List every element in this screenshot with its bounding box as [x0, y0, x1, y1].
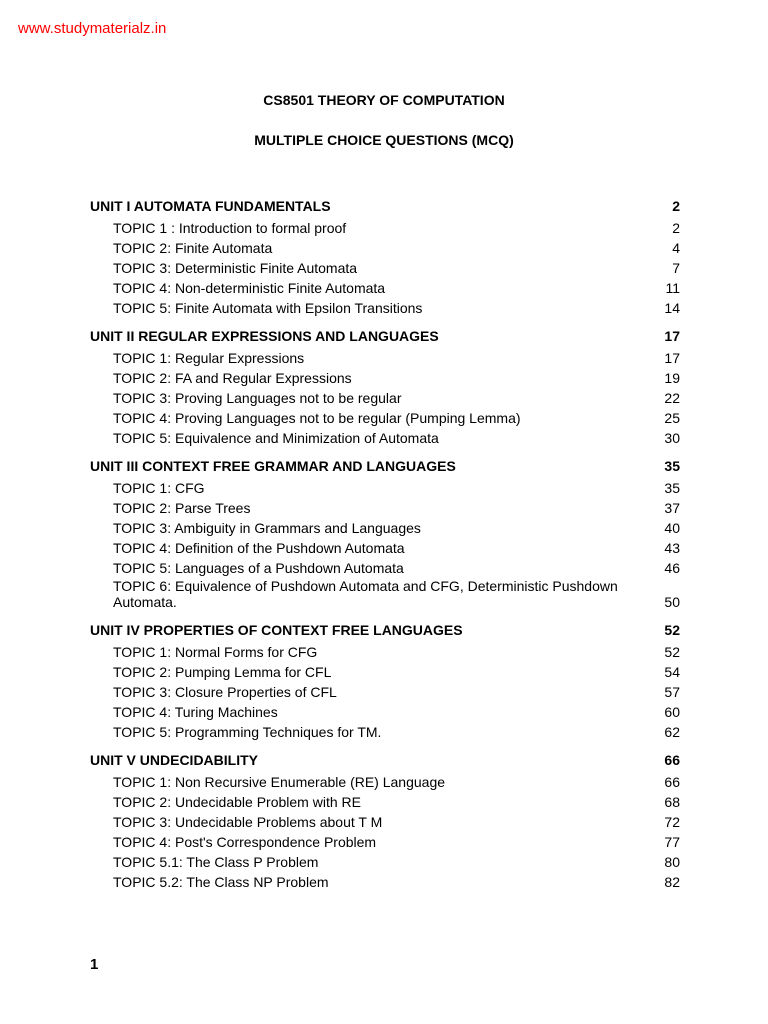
unit-heading — [90, 456, 680, 476]
topic-page: 62 — [664, 724, 680, 740]
topic-title: TOPIC 1: Regular Expressions — [113, 350, 305, 366]
topic-page: 11 — [665, 280, 680, 296]
site-link[interactable]: www.studymaterialz.in — [18, 20, 167, 37]
topic-page: 22 — [664, 390, 680, 406]
topic-list — [90, 770, 680, 890]
topic-row — [113, 850, 680, 870]
topic-page: 43 — [664, 540, 680, 556]
unit-title: UNIT II REGULAR EXPRESSIONS AND LANGUAGES — [90, 328, 439, 344]
topic-row — [113, 536, 680, 556]
unit-page: 66 — [664, 752, 680, 768]
unit-page: 2 — [672, 198, 680, 214]
topic-page: 54 — [664, 664, 680, 680]
unit-title: UNIT IV PROPERTIES OF CONTEXT FREE LANGUAGES — [90, 622, 463, 638]
topic-row — [113, 830, 680, 850]
topic-row — [113, 720, 680, 740]
topic-title: TOPIC 3: Ambiguity in Grammars and Languages — [113, 520, 421, 536]
topic-row — [113, 680, 680, 700]
topic-title: TOPIC 6: Equivalence of Pushdown Automata and CFG, Deterministic Pushdown Automata. — [113, 578, 618, 610]
topic-page: 35 — [664, 480, 680, 496]
topic-title: TOPIC 4: Post's Correspondence Problem — [113, 834, 377, 850]
topic-page: 30 — [664, 430, 680, 446]
topic-row — [113, 426, 680, 446]
topic-page: 80 — [664, 854, 680, 870]
topic-row — [113, 810, 680, 830]
unit-heading — [90, 196, 680, 216]
topic-title: TOPIC 2: Undecidable Problem with RE — [113, 794, 361, 810]
unit-heading — [90, 620, 680, 640]
document-subtitle: MULTIPLE CHOICE QUESTIONS (MCQ) — [254, 132, 514, 148]
topic-list — [90, 346, 680, 446]
unit-page: 35 — [664, 458, 680, 474]
topic-title: TOPIC 2: Parse Trees — [113, 500, 251, 516]
unit-title: UNIT I AUTOMATA FUNDAMENTALS — [90, 198, 331, 214]
topic-page: 57 — [664, 684, 680, 700]
topic-title: TOPIC 3: Undecidable Problems about T M — [113, 814, 383, 830]
topic-title: TOPIC 5: Languages of a Pushdown Automata — [113, 560, 404, 576]
topic-row — [113, 216, 680, 236]
topic-title: TOPIC 1: CFG — [113, 480, 205, 496]
topic-row — [113, 556, 680, 576]
topic-title: TOPIC 3: Deterministic Finite Automata — [113, 260, 358, 276]
unit-title: UNIT V UNDECIDABILITY — [90, 752, 258, 768]
topic-row — [113, 640, 680, 660]
topic-page: 17 — [664, 350, 680, 366]
document-title: CS8501 THEORY OF COMPUTATION — [263, 92, 505, 108]
topic-page: 37 — [664, 500, 680, 516]
topic-row — [113, 276, 680, 296]
topic-title: TOPIC 4: Proving Languages not to be regular (Pumping Lemma) — [113, 410, 521, 426]
unit-page: 52 — [664, 622, 680, 638]
page-number: 1 — [90, 956, 99, 973]
topic-title: TOPIC 1: Non Recursive Enumerable (RE) Language — [113, 774, 446, 790]
topic-title: TOPIC 5.2: The Class NP Problem — [113, 874, 329, 890]
unit-page: 17 — [664, 328, 680, 344]
topic-page: 52 — [664, 644, 680, 660]
topic-list — [90, 476, 680, 610]
topic-title: TOPIC 1 : Introduction to formal proof — [113, 220, 347, 236]
topic-title: TOPIC 2: Pumping Lemma for CFL — [113, 664, 332, 680]
topic-title: TOPIC 2: FA and Regular Expressions — [113, 370, 352, 386]
topic-title: TOPIC 3: Proving Languages not to be regular — [113, 390, 402, 406]
topic-page: 46 — [664, 560, 680, 576]
topic-title: TOPIC 5: Programming Techniques for TM. — [113, 724, 382, 740]
topic-page: 66 — [664, 774, 680, 790]
topic-row — [113, 700, 680, 720]
topic-page: 14 — [664, 300, 680, 316]
topic-title: TOPIC 5: Finite Automata with Epsilon Transitions — [113, 300, 423, 316]
topic-page: 72 — [664, 814, 680, 830]
topic-page: 4 — [672, 240, 680, 256]
topic-row — [113, 516, 680, 536]
topic-row — [113, 296, 680, 316]
topic-page: 50 — [664, 594, 680, 610]
topic-list — [90, 216, 680, 316]
topic-title: TOPIC 5.1: The Class P Problem — [113, 854, 319, 870]
topic-page: 40 — [664, 520, 680, 536]
topic-row — [113, 256, 680, 276]
topic-row — [113, 406, 680, 426]
topic-row — [113, 660, 680, 680]
topic-list — [90, 640, 680, 740]
topic-page: 82 — [664, 874, 680, 890]
topic-row — [113, 496, 680, 516]
topic-title: TOPIC 4: Non-deterministic Finite Automata — [113, 280, 386, 296]
topic-row — [113, 476, 680, 496]
topic-page: 2 — [672, 220, 680, 236]
topic-row — [113, 236, 680, 256]
topic-row — [113, 576, 680, 610]
topic-row — [113, 386, 680, 406]
unit-title: UNIT III CONTEXT FREE GRAMMAR AND LANGUAGES — [90, 458, 456, 474]
topic-page: 7 — [672, 260, 680, 276]
unit-heading — [90, 750, 680, 770]
topic-row — [113, 770, 680, 790]
unit-heading — [90, 326, 680, 346]
topic-page: 68 — [664, 794, 680, 810]
topic-row — [113, 346, 680, 366]
topic-row — [113, 366, 680, 386]
topic-page: 25 — [664, 410, 680, 426]
topic-row — [113, 870, 680, 890]
topic-page: 77 — [664, 834, 680, 850]
topic-title: TOPIC 4: Definition of the Pushdown Automata — [113, 540, 405, 556]
topic-page: 60 — [664, 704, 680, 720]
topic-title: TOPIC 3: Closure Properties of CFL — [113, 684, 337, 700]
topic-title: TOPIC 4: Turing Machines — [113, 704, 278, 720]
topic-title: TOPIC 5: Equivalence and Minimization of Automata — [113, 430, 439, 446]
topic-title: TOPIC 1: Normal Forms for CFG — [113, 644, 318, 660]
topic-page: 19 — [664, 370, 680, 386]
topic-title: TOPIC 2: Finite Automata — [113, 240, 273, 256]
topic-row — [113, 790, 680, 810]
table-of-contents — [90, 196, 680, 900]
